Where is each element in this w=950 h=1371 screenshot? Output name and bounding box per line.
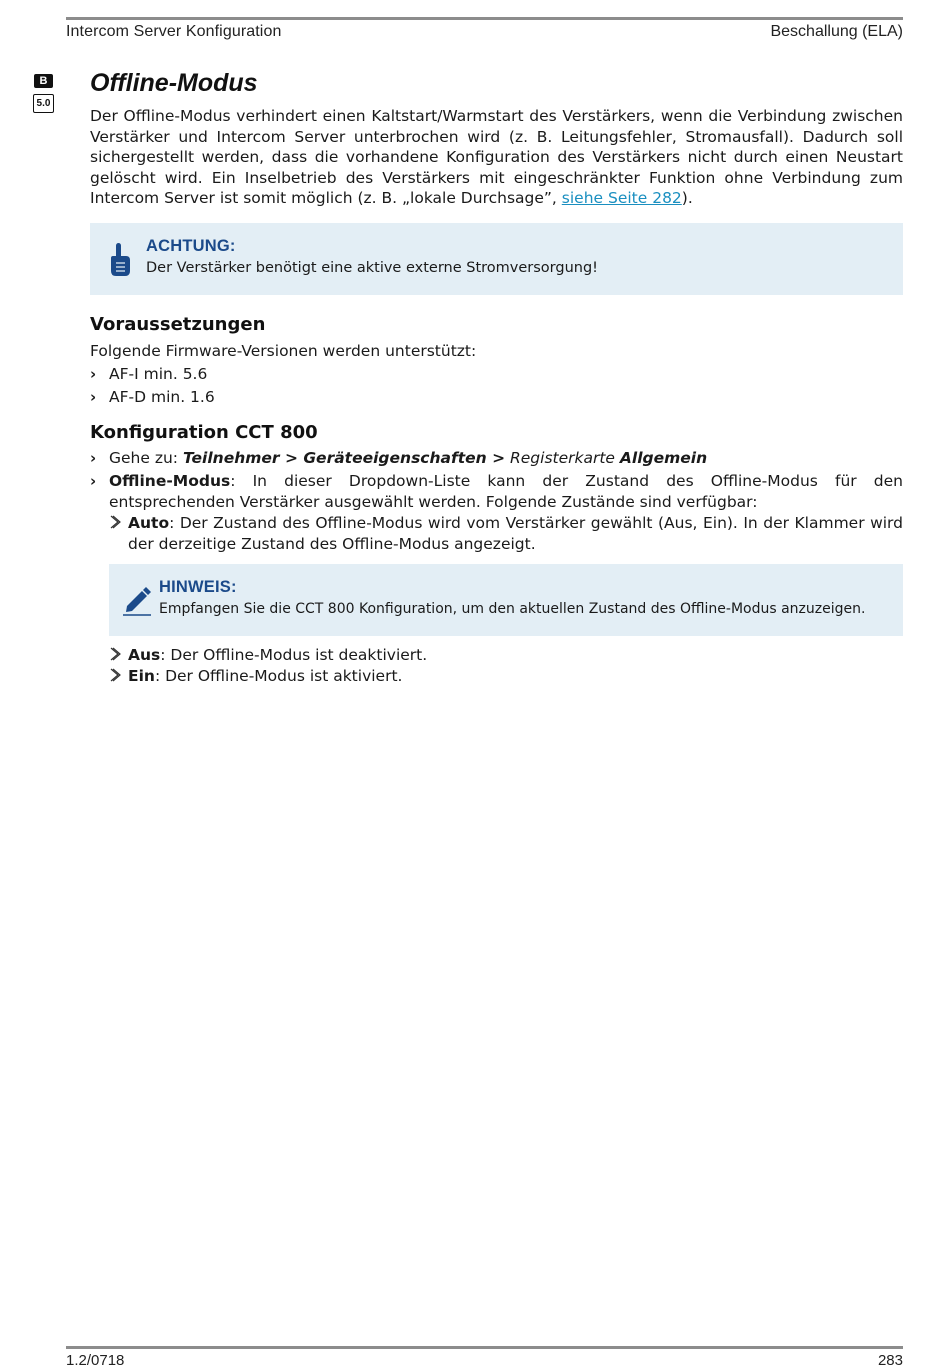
- outline-chevron-icon: [109, 515, 121, 529]
- state-text: : Der Offline-Modus ist deaktiviert.: [160, 646, 428, 664]
- goto-prefix: Gehe zu:: [109, 448, 183, 467]
- goto-tab: Allgemein: [619, 448, 708, 467]
- intro-paragraph: [90, 106, 903, 209]
- page-reference-link[interactable]: siehe Seite 282: [561, 189, 682, 207]
- hint-box: [109, 564, 903, 636]
- goto-path: Teilnehmer > Geräteeigenschaften >: [182, 448, 506, 467]
- list-item: [90, 471, 903, 554]
- state-label: Auto: [128, 514, 170, 532]
- intro-text: Der Offline-Modus verhindert einen Kaltstart/Warmstart des Verstärkers, wenn die Verbindung zwischen Verstärker und Intercom Server unterbrochen wird (z. B. Leitungsfehler, Stromausfall). Dadurch soll sichergestellt werden, dass die vorhandene Konfiguration des Verstärkers nicht durch einen Neustart gelöscht wird. Ein Inselbetrieb des Verstärkers mit eingeschränkter Funktion ohne Verbindung zum Intercom Server ist somit möglich (z. B. „lokale Durchsage”,: [90, 107, 903, 207]
- goto-tab-word: Registerkarte: [505, 448, 620, 467]
- state-item: [109, 513, 903, 554]
- pointing-finger-icon: [108, 243, 132, 277]
- footer-rule: [66, 1346, 903, 1349]
- page-content: [90, 66, 903, 686]
- prerequisites-lead: Folgende Firmware-Versionen werden unterstützt:: [90, 341, 477, 360]
- chapter-badge: B: [34, 74, 53, 88]
- configuration-steps: [90, 448, 903, 555]
- firmware-item: AF-D min. 1.6: [109, 388, 215, 406]
- state-item: [109, 666, 903, 687]
- header-chapter: Beschallung (ELA): [770, 23, 903, 40]
- hint-title: HINWEIS:: [159, 578, 237, 596]
- firmware-item: AF-I min. 5.6: [109, 364, 208, 383]
- section-title: Offline-Modus: [90, 69, 258, 97]
- state-list: [109, 513, 903, 554]
- state-text: : Der Zustand des Offline-Modus wird vom Verstärker gewählt (Aus, Ein). In der Klammer wird der derzeitige Zustand des Offline-Modus angezeigt.: [128, 514, 903, 553]
- state-text: : Der Offline-Modus ist aktiviert.: [154, 666, 403, 685]
- warning-text: Der Verstärker benötigt eine aktive externe Stromversorgung!: [146, 259, 598, 276]
- chevron-right-icon: ›: [90, 472, 97, 490]
- state-list-continued: [109, 645, 903, 686]
- outline-chevron-icon: [109, 668, 121, 682]
- list-item: [90, 387, 903, 408]
- footer-version: 1.2/0718: [66, 1352, 125, 1369]
- state-label: Ein: [128, 666, 155, 685]
- intro-end: ).: [681, 189, 693, 207]
- pencil-icon: [122, 584, 152, 616]
- prerequisites-heading: Voraussetzungen: [90, 313, 266, 335]
- offline-mode-label: Offline-Modus: [109, 472, 231, 490]
- header-rule: [66, 17, 903, 20]
- page-number: 283: [877, 1352, 903, 1369]
- hint-text: Empfangen Sie die CCT 800 Konfiguration, um den aktuellen Zustand des Offline-Modus anzuzeigen.: [159, 601, 866, 617]
- chevron-right-icon: ›: [90, 364, 97, 383]
- offline-mode-text: : In dieser Dropdown-Liste kann der Zustand des Offline-Modus für den entsprechenden Verstärker ausgewählt werden. Folgende Zustände sind verfügbar:: [109, 472, 903, 511]
- warning-box: [90, 223, 903, 295]
- header-title: Intercom Server Konfiguration: [66, 23, 282, 40]
- configuration-heading: Konfiguration CCT 800: [90, 421, 318, 443]
- warning-title: ACHTUNG:: [146, 236, 236, 255]
- version-badge: 5.0: [33, 94, 54, 113]
- chevron-right-icon: ›: [90, 388, 97, 406]
- chevron-right-icon: ›: [90, 448, 97, 467]
- list-item: [90, 448, 903, 469]
- list-item: [90, 364, 903, 385]
- state-item: [109, 645, 903, 666]
- firmware-list: [90, 364, 903, 408]
- state-label: Aus: [128, 646, 161, 664]
- outline-chevron-icon: [109, 647, 121, 661]
